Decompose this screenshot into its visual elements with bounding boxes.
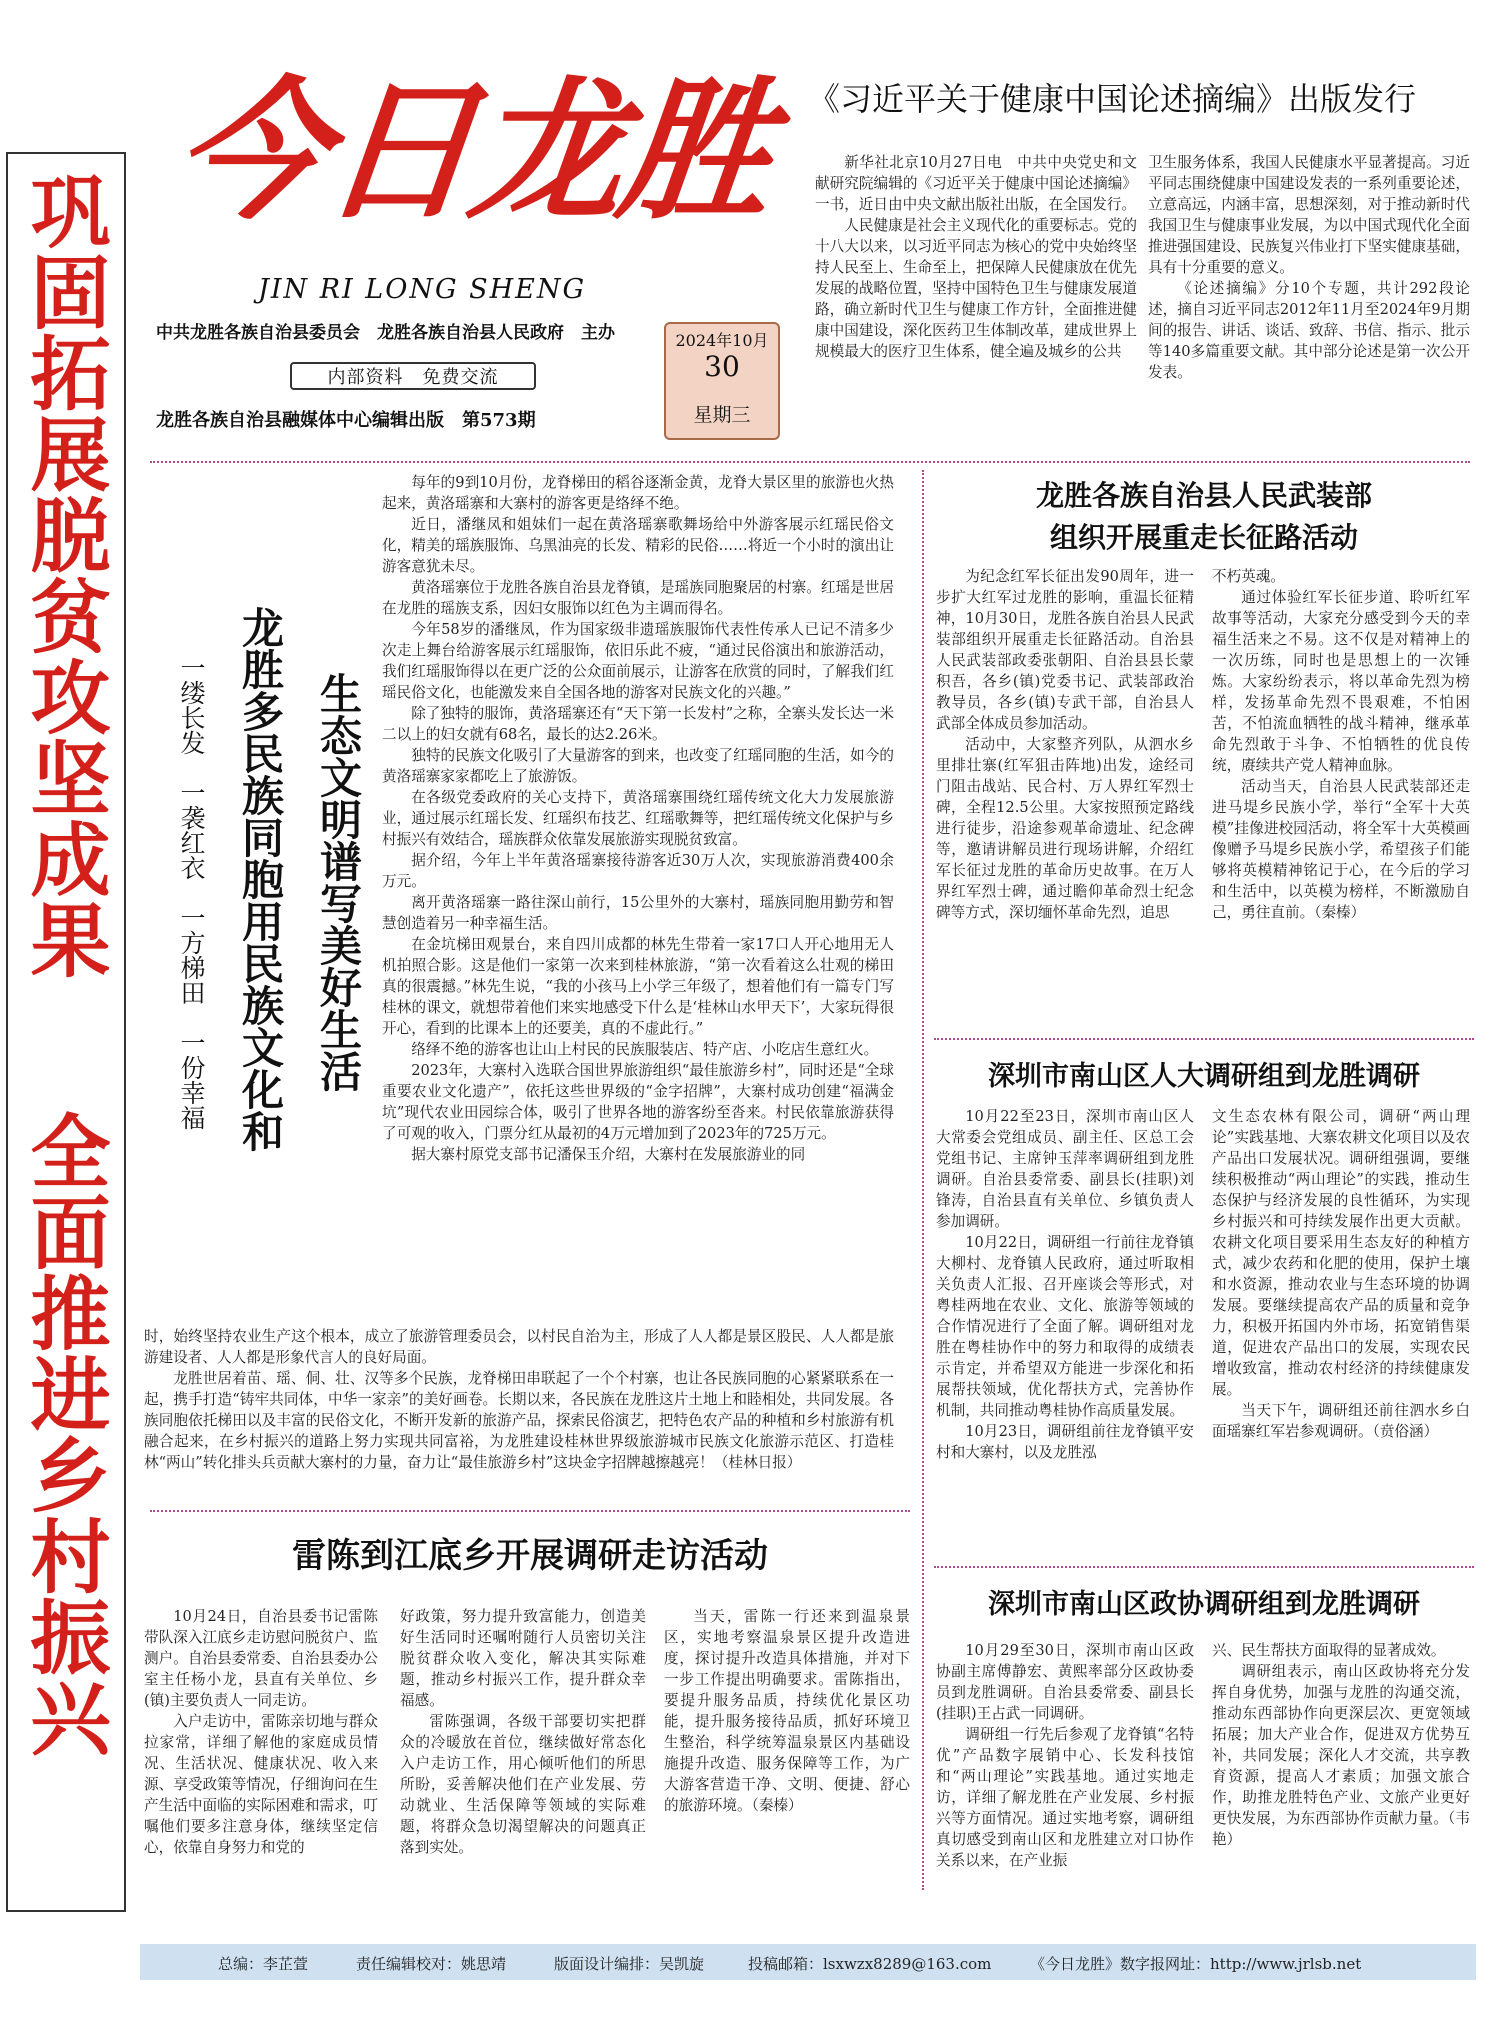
paragraph: 为纪念红军长征出发90周年，进一步扩大红军过龙胜的影响，重温长征精神，10月30日，龙胜各族自治县人民武装部组织开展重走长征路活动。自治县人民武装部政委张朝阳、自治县县长蒙积吾，各乡(镇)党委书记、武装部政治教导员，各乡(镇)专武干部，自治县人武部全体成员参加活动。 bbox=[936, 568, 1194, 732]
paragraph: 离开黄洛瑶寨一路往深山前行，15公里外的大寨村，瑶族同胞用勤劳和智慧创造着另一种幸福生活。 bbox=[382, 894, 894, 932]
paragraph: 活动中，大家整齐列队，从泗水乡里排壮寨(红军狙击阵地)出发，途经司门阻击战站、民合村、万人界红军烈士碑，全程12.5公里。大家按照预定路线进行徒步，沿途参观革命遗址、纪念碑等，邀请讲解员进行现场讲解，介绍红军长征过龙胜的革命历史故事。在万人界红军烈士碑，通过瞻仰革命烈士纪念碑等方式，深切缅怀革命先烈，追思 bbox=[936, 736, 1194, 921]
paragraph: 兴、民生帮扶方面取得的显著成效。 bbox=[1212, 1642, 1446, 1659]
leichen-col2 bbox=[400, 1606, 646, 1928]
cppcc-title: 深圳市南山区政协调研组到龙胜调研 bbox=[988, 1589, 1420, 1620]
paragraph: 《论述摘编》分10个专题，共计292段论述，摘自习近平同志2012年11月至2024年9月期间的报告、讲话、谈话、致辞、书信、指示、批示等140多篇重要文献。其中部分论述是第一次公开发表。 bbox=[1148, 280, 1470, 381]
feature-body-wide bbox=[144, 1326, 894, 1508]
internal-material-label: 内部资料 免费交流 bbox=[327, 367, 499, 388]
paragraph: 今年58岁的潘继凤，作为国家级非遗瑶族服饰代表性传承人已记不清多少次走上舞台给游客展示红瑶服饰，依旧乐此不疲，“通过民俗演出和旅游活动，我们红瑶服饰得以在更广泛的公众面前展示，让游客在欣赏的同时，了解我们红瑶民俗文化，也能激发来自全国各地的游客对民族文化的兴趣。” bbox=[382, 621, 894, 701]
paragraph: 10月22至23日，深圳市南山区人大常委会党组成员、副主任、区总工会党组书记、主席钟玉萍率调研组到龙胜调研。自治县委常委、副县长(挂职)刘锋涛，自治县直有关单位、乡镇负责人参加调研。 bbox=[936, 1108, 1194, 1230]
side-banner-line2: 全面推进乡村振兴 bbox=[17, 1110, 110, 1758]
paragraph: 新华社北京10月27日电 中共中央党史和文献研究院编辑的《习近平关于健康中国论述摘编》一书，近日由中央文献出版社出版，在全国发行。 bbox=[815, 154, 1137, 213]
paragraph: 10月29至30日，深圳市南山区政协副主席傅静宏、黄熙率部分区政协委员到龙胜调研。自治县委常委、副县长(挂职)王占武一同调研。 bbox=[936, 1642, 1194, 1722]
column-divider bbox=[922, 470, 924, 1890]
masthead-sponsors: 中共龙胜各族自治县委员会 龙胜各族自治县人民政府 主办 bbox=[156, 323, 615, 343]
armed-col2 bbox=[1212, 566, 1470, 968]
npc-divider bbox=[934, 1038, 1474, 1040]
feature-title-line1: 生态文明谱写美好生活 bbox=[314, 672, 363, 1092]
feature-subtitle: 一缕长发 一袭红衣 一方梯田 一份幸福 bbox=[177, 655, 206, 1130]
npc-title: 深圳市南山区人大调研组到龙胜调研 bbox=[988, 1061, 1420, 1092]
top-article-title: 《习近平关于健康中国论述摘编》出版发行 bbox=[808, 80, 1417, 118]
top-article-col2 bbox=[1148, 152, 1470, 442]
paragraph: 龙胜世居着苗、瑶、侗、壮、汉等多个民族，龙脊梯田串联起了一个个村寨，也让各民族同胞的心紧紧联系在一起，携手打造“铸牢共同体，中华一家亲”的美好画卷。长期以来，各民族在龙胜这片土地上和睦相处，共同发展。各族同胞依托梯田以及丰富的民俗文化，不断开发新的旅游产品，探索民俗演艺，把特色农产品的种植和乡村旅游有机融合起来，在乡村振兴的道路上努力实现共同富裕，为龙胜建设桂林世界级旅游城市民族文化旅游示范区、打造桂林“两山”转化排头兵贡献大寨村的力量，奋力让“最佳旅游乡村”这块金字招牌越擦越亮！（桂林日报） bbox=[144, 1370, 894, 1471]
armed-title-line1: 龙胜各族自治县人民武装部 bbox=[1035, 479, 1372, 512]
footer-layout-designer: 版面设计编排：吴凯旋 bbox=[554, 1955, 705, 1973]
npc-col2 bbox=[1212, 1106, 1470, 1562]
date-weekday: 星期三 bbox=[693, 404, 751, 426]
feature-title-line2: 龙胜多民族同胞用民族文化和 bbox=[236, 606, 285, 1152]
paragraph: 雷陈强调，各级干部要切实把群众的冷暖放在首位，继续做好常态化入户走访工作，用心倾听他们的所思所盼，妥善解决他们在产业发展、劳动就业、生活保障等领域的实际难题，将群众急切渴望解决的问题真正落到实处。 bbox=[400, 1713, 646, 1856]
paragraph: 据介绍，今年上半年黄洛瑶寨接待游客近30万人次，实现旅游消费400余万元。 bbox=[382, 852, 894, 890]
leichen-col3 bbox=[664, 1606, 910, 1928]
npc-col1 bbox=[936, 1106, 1194, 1562]
cppcc-divider bbox=[934, 1566, 1474, 1568]
footer-editor-in-chief: 总编：李芷萱 bbox=[218, 1955, 309, 1973]
paragraph: 据大寨村原党支部书记潘保玉介绍，大寨村在发展旅游业的同 bbox=[411, 1146, 806, 1163]
paragraph: 黄洛瑶寨位于龙胜各族自治县龙脊镇，是瑶族同胞聚居的村寨。红瑶是世居在龙胜的瑶族支系，因妇女服饰以红色为主调而得名。 bbox=[382, 579, 894, 617]
paragraph: 好政策，努力提升致富能力，创造美好生活同时还嘱咐随行人员密切关注脱贫群众收入变化，解决其实际难题，推动乡村振兴工作，提升群众幸福感。 bbox=[400, 1608, 646, 1709]
masthead-divider bbox=[150, 461, 1470, 463]
cppcc-col1 bbox=[936, 1640, 1194, 1928]
armed-title-line2: 组织开展重走长征路活动 bbox=[1049, 521, 1358, 554]
footer-email: 投稿邮箱：lsxwzx8289@163.com bbox=[748, 1955, 992, 1973]
paragraph: 调研组表示，南山区政协将充分发挥自身优势，加强与龙胜的沟通交流，推动东西部协作向更深层次、更宽领域拓展；加大产业合作，促进双方优势互补，共同发展；深化人才交流，共享教育资源，提高人才素质；加强文旅合作，助推龙胜特色产业、文旅产业更好更快发展，为东西部协作贡献力量。（韦艳） bbox=[1212, 1663, 1470, 1848]
cppcc-col2 bbox=[1212, 1640, 1470, 1928]
top-article-col1 bbox=[815, 152, 1137, 442]
paragraph: 10月23日，调研组前往龙脊镇平安村和大寨村，以及龙胜泓 bbox=[936, 1423, 1194, 1461]
paragraph: 除了独特的服饰，黄洛瑶寨还有“天下第一长发村”之称，全寨头发长达一米二以上的妇女就有68名，最长的达2.26米。 bbox=[382, 705, 894, 743]
masthead-pinyin: JIN RI LONG SHENG bbox=[258, 274, 587, 305]
armed-col1 bbox=[936, 566, 1194, 968]
paragraph: 络绎不绝的游客也让山上村民的民族服装店、特产店、小吃店生意红火。 bbox=[411, 1041, 879, 1058]
footer-responsible-editor: 责任编辑校对：姚思靖 bbox=[356, 1955, 507, 1973]
paragraph: 卫生服务体系，我国人民健康水平显著提高。习近平同志围绕健康中国建设发表的一系列重要论述，立意高远，内涵丰富，思想深刻，对于推动新时代我国卫生与健康事业发展，为以中国式现代化全面推进强国建设、民族复兴伟业打下坚实健康基础，具有十分重要的意义。 bbox=[1148, 154, 1470, 276]
date-year-month: 2024年10月 bbox=[675, 331, 769, 350]
paragraph: 2023年，大寨村入选联合国世界旅游组织“最佳旅游乡村”，同时还是“全球重要农业文化遗产”，依托这些世界级的“金字招牌”，大寨村成功创建“福满金坑”现代农业田园综合体，吸引了世界各地的游客纷至沓来。村民依靠旅游获得了可观的收入，门票分红从最初的4万元增加到了2023年的725万元。 bbox=[382, 1062, 894, 1142]
date-day: 30 bbox=[704, 350, 740, 383]
footer-digital-url: 《今日龙胜》数字报网址：http://www.jrlsb.net bbox=[1030, 1955, 1362, 1973]
feature-body-narrow bbox=[382, 472, 894, 1326]
paragraph: 入户走访中，雷陈亲切地与群众拉家常，详细了解他的家庭成员情况、生活状况、健康状况、收入来源、享受政策等情况，仔细询问在生产生活中面临的实际困难和需求，叮嘱他们要多注意身体，继续坚定信心，依靠自身努力和党的 bbox=[144, 1713, 378, 1856]
paragraph: 文生态农林有限公司，调研“两山理论”实践基地、大寨农耕文化项目以及农产品出口发展状况。调研组强调，要继续积极推动“两山理论”的实践，推动生态保护与经济发展的良性循环，为实现乡村振兴和可持续发展作出更大贡献。农耕文化项目要采用生态友好的种植方式，减少农药和化肥的使用，保护土壤和水资源，推动农业与生态环境的协调发展。要继续提高农产品的质量和竞争力，积极开拓国内外市场，拓宽销售渠道，促进农产品出口的发展，实现农民增收致富，推动农村经济的持续健康发展。 bbox=[1212, 1108, 1470, 1398]
side-banner-line1: 巩固拓展脱贫攻坚成果 bbox=[17, 170, 110, 980]
paragraph: 通过体验红军长征步道、聆听红军故事等活动，大家充分感受到今天的幸福生活来之不易。这不仅是对精神上的一次历练，同时也是思想上的一次锤炼。大家纷纷表示，将以革命先烈为榜样，发扬革命先烈不畏艰难，不怕困苦，不怕流血牺牲的战斗精神，继承革命先烈敢于斗争、不怕牺牲的优良传统，赓续共产党人精神血脉。 bbox=[1212, 589, 1470, 774]
leichen-divider bbox=[150, 1510, 910, 1512]
paragraph: 每年的9到10月份，龙脊梯田的稻谷逐渐金黄，龙脊大景区里的旅游也火热起来，黄洛瑶寨和大寨村的游客更是络绎不绝。 bbox=[382, 474, 894, 512]
paragraph: 在各级党委政府的关心支持下，黄洛瑶寨围绕红瑶传统文化大力发展旅游业，通过展示红瑶长发、红瑶织布技艺、红瑶歌舞等，把红瑶传统文化保护与乡村振兴有效结合，瑶族群众依靠发展旅游实现脱贫致富。 bbox=[382, 789, 894, 848]
paragraph: 10月24日，自治县委书记雷陈带队深入江底乡走访慰问脱贫户、监测户。自治县委常委、自治县委办公室主任杨小龙，县直有关单位、乡(镇)主要负责人一同走访。 bbox=[144, 1608, 378, 1709]
paragraph: 近日，潘继凤和姐妹们一起在黄洛瑶寨歌舞场给中外游客展示红瑶民俗文化，精美的瑶族服饰、乌黑油亮的长发、精彩的民俗……将近一个小时的演出让游客意犹未尽。 bbox=[382, 516, 894, 575]
paragraph: 人民健康是社会主义现代化的重要标志。党的十八大以来，以习近平同志为核心的党中央始终坚持人民至上、生命至上，把保障人民健康放在优先发展的战略位置，坚持中国特色卫生与健康发展道路，确立新时代卫生与健康工作方针，全面推进健康中国建设，深化医药卫生体制改革，建成世界上规模最大的医疗卫生体系，健全遍及城乡的公共 bbox=[815, 217, 1137, 360]
paragraph: 独特的民族文化吸引了大量游客的到来，也改变了红瑶同胞的生活，如今的黄洛瑶寨家家都吃上了旅游饭。 bbox=[382, 747, 894, 785]
paragraph: 活动当天，自治县人民武装部还走进马堤乡民族小学，举行“全军十大英模”挂像进校园活动，将全军十大英模画像赠予马堤乡民族小学，希望孩子们能够将英模精神铭记于心，在今后的学习和生活中，以英模为榜样，不断激励自己，勇往直前。（秦榛） bbox=[1212, 778, 1470, 921]
leichen-col1 bbox=[144, 1606, 378, 1928]
paragraph: 当天下午，调研组还前往泗水乡白面瑶寨红军岩参观调研。（贲俗涵） bbox=[1212, 1402, 1470, 1440]
masthead-publisher: 龙胜各族自治县融媒体中心编辑出版 第573期 bbox=[156, 410, 536, 431]
paragraph: 调研组一行先后参观了龙脊镇“名特优”产品数字展销中心、长发科技馆和“两山理论”实践基地。通过实地走访，详细了解龙胜在产业发展、乡村振兴等方面情况。通过实地考察，调研组真切感受到南山区和龙胜建立对口协作关系以来，在产业振 bbox=[936, 1726, 1194, 1869]
paragraph: 不朽英魂。 bbox=[1212, 568, 1285, 585]
paragraph: 10月22日，调研组一行前往龙脊镇大柳村、龙脊镇人民政府，通过听取相关负责人汇报、召开座谈会等形式，对粤桂两地在农业、文化、旅游等领域的合作情况进行了全面了解。调研组对龙胜在粤桂协作中的努力和取得的成绩表示肯定，并希望双方能进一步深化和拓展帮扶领域，优化帮扶方式，完善协作机制，共同推动粤桂协作高质量发展。 bbox=[936, 1234, 1194, 1419]
masthead-title: 今日龙胜 bbox=[166, 61, 778, 240]
leichen-title: 雷陈到江底乡开展调研走访活动 bbox=[292, 1536, 768, 1576]
paragraph: 在金坑梯田观景台，来自四川成都的林先生带着一家17口人开心地用无人机拍照合影。这是他们一家第一次来到桂林旅游，“第一次看着这么壮观的梯田真的很震撼。”林先生说，“我的小孩马上小学三年级了，想着他们有一篇专门写桂林的课文，就想带着他们来实地感受下什么是‘桂林山水甲天下’，大家玩得很开心，看到的比课本上的还要美，真的不虚此行。” bbox=[382, 936, 894, 1037]
paragraph: 时，始终坚持农业生产这个根本，成立了旅游管理委员会，以村民自治为主，形成了人人都是景区股民、人人都是旅游建设者、人人都是形象代言人的良好局面。 bbox=[144, 1328, 894, 1366]
paragraph: 当天，雷陈一行还来到温泉景区，实地考察温泉景区提升改造进度，探讨提升改造具体措施，并对下一步工作提出明确要求。雷陈指出，要提升服务品质，持续优化景区功能，提升服务接待品质，抓好环境卫生整治，科学统筹温泉景区内基础设施提升改造、服务保障等工作，为广大游客营造干净、文明、便捷、舒心的旅游环境。（秦榛） bbox=[664, 1608, 910, 1814]
